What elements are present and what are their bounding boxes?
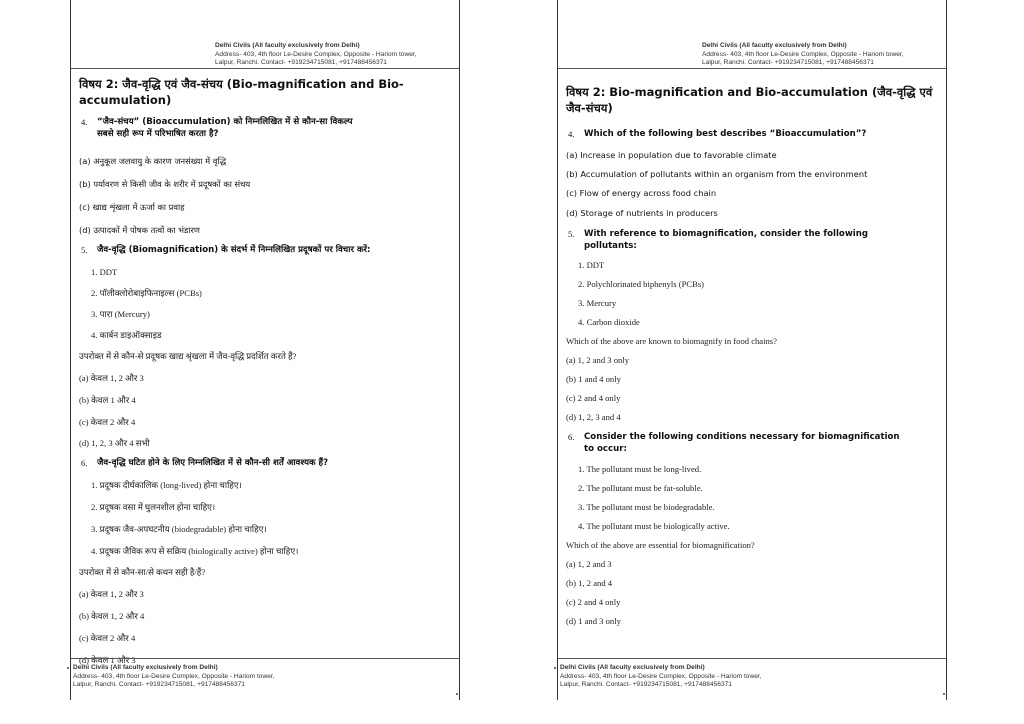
footer-line2: Address- 403, 4th floor Le-Desire Complex, Opposite - Hariom tower, bbox=[560, 672, 762, 680]
option-a: (a) Increase in population due to favorable climate bbox=[566, 150, 777, 160]
option-b: (b) Accumulation of pollutants within an organism from the environment bbox=[566, 169, 868, 179]
list-item: 3. पारा (Mercury) bbox=[91, 309, 150, 319]
page-content bbox=[79, 76, 453, 665]
option-b: (b) 1, 2 and 4 bbox=[566, 578, 613, 588]
option-a: (a) केवल 1, 2 और 3 bbox=[79, 373, 144, 383]
header-line1: Delhi Civils (All faculty exclusively from Delhi) bbox=[702, 42, 847, 49]
edge-mark bbox=[456, 693, 458, 695]
question-text-line2: pollutants: bbox=[584, 241, 637, 251]
option-d: (d) 1 and 3 only bbox=[566, 616, 621, 626]
option-c: (c) केवल 2 और 4 bbox=[79, 633, 136, 643]
option-a: (a) केवल 1, 2 और 3 bbox=[79, 589, 144, 599]
option-b: (b) केवल 1 और 4 bbox=[79, 395, 136, 405]
question-number: 4. bbox=[568, 129, 575, 139]
option-d: (d) केवल 1 और 3 bbox=[79, 655, 136, 665]
option-b: (b) पर्यावरण से किसी जीव के शरीर में प्रदूषकों का संचय bbox=[79, 179, 251, 189]
question-text: जैव-वृद्धि घटित होने के लिए निम्नलिखित में से कौन-सी शर्तें आवश्यक हैं? bbox=[97, 458, 329, 468]
header-line3: Lalpur, Ranchi. Contact- +919234715081, +917488456371 bbox=[702, 59, 874, 66]
footer-line3: Lalpur, Ranchi. Contact- +919234715081, +917488456371 bbox=[560, 681, 732, 688]
question-text-line2: to occur: bbox=[584, 444, 627, 454]
page-header bbox=[702, 42, 904, 68]
question-5 bbox=[566, 228, 868, 252]
edge-mark bbox=[67, 667, 69, 669]
footer-line1: Delhi Civils (All faculty exclusively from Delhi) bbox=[73, 664, 218, 671]
footer-divider bbox=[71, 658, 459, 659]
question-text: Which of the following best describes “Bioaccumulation”? bbox=[584, 129, 867, 139]
header-line2: Address- 403, 4th floor Le-Desire Complex, Opposite - Hariom tower, bbox=[215, 50, 417, 58]
footer-line2: Address- 403, 4th floor Le-Desire Complex, Opposite - Hariom tower, bbox=[73, 672, 275, 680]
question-stem: उपरोक्त में से कौन-से प्रदूषक खाद्य श्रृंखला में जैव-वृद्धि प्रदर्शित करते हैं? bbox=[79, 351, 297, 361]
question-number: 5. bbox=[568, 229, 575, 239]
question-6 bbox=[79, 457, 328, 469]
option-a: (a) 1, 2 and 3 only bbox=[566, 355, 630, 365]
page-footer bbox=[73, 664, 275, 690]
list-item: 1. DDT bbox=[578, 260, 605, 270]
list-item: 4. कार्बन डाइऑक्साइड bbox=[91, 330, 162, 340]
header-line1: Delhi Civils (All faculty exclusively from Delhi) bbox=[215, 42, 360, 49]
question-5 bbox=[79, 244, 371, 256]
page-footer bbox=[560, 664, 762, 690]
option-a: (a) 1, 2 and 3 bbox=[566, 559, 612, 569]
option-c: (c) 2 and 4 only bbox=[566, 597, 621, 607]
list-item: 3. The pollutant must be biodegradable. bbox=[578, 502, 715, 512]
question-text-line2: सबसे सही रूप में परिभाषित करता है? bbox=[97, 129, 219, 139]
page-header bbox=[215, 42, 417, 68]
list-item: 4. Carbon dioxide bbox=[578, 317, 640, 327]
option-c: (c) 2 and 4 only bbox=[566, 393, 621, 403]
edge-mark bbox=[943, 693, 945, 695]
list-item: 2. पॉलीक्लोरोबाइफिनाइल्स (PCBs) bbox=[91, 288, 202, 298]
footer-line1: Delhi Civils (All faculty exclusively from Delhi) bbox=[560, 664, 705, 671]
list-item: 4. The pollutant must be biologically active. bbox=[578, 521, 730, 531]
topic-title-line2: जैव-संचय) bbox=[566, 101, 613, 115]
topic-title-line1: विषय 2: जैव-वृद्धि एवं जैव-संचय (Bio-magnification and Bio- bbox=[79, 77, 404, 91]
topic-title bbox=[566, 84, 940, 116]
list-item: 3. प्रदूषक जैव-अपघटनीय (biodegradable) होना चाहिए। bbox=[91, 524, 267, 534]
list-item: 1. The pollutant must be long-lived. bbox=[578, 464, 702, 474]
header-line2: Address- 403, 4th floor Le-Desire Complex, Opposite - Hariom tower, bbox=[702, 50, 904, 58]
page-content bbox=[566, 84, 940, 626]
question-number: 5. bbox=[81, 245, 88, 255]
list-item: 1. प्रदूषक दीर्घकालिक (long-lived) होना चाहिए। bbox=[91, 480, 242, 490]
header-line3: Lalpur, Ranchi. Contact- +919234715081, +917488456371 bbox=[215, 59, 387, 66]
right-page bbox=[557, 0, 947, 700]
footer-divider bbox=[558, 658, 946, 659]
question-number: 6. bbox=[81, 458, 88, 468]
option-b: (b) केवल 1, 2 और 4 bbox=[79, 611, 145, 621]
footer-line3: Lalpur, Ranchi. Contact- +919234715081, +917488456371 bbox=[73, 681, 245, 688]
question-stem: उपरोक्त में से कौन-सा/से कथन सही है/हैं? bbox=[79, 567, 206, 577]
option-c: (c) केवल 2 और 4 bbox=[79, 417, 136, 427]
question-number: 6. bbox=[568, 432, 575, 442]
edge-mark bbox=[554, 667, 556, 669]
option-b: (b) 1 and 4 only bbox=[566, 374, 621, 384]
option-a: (a) अनुकूल जलवायु के कारण जनसंख्या में वृद्धि bbox=[79, 156, 227, 166]
header-divider bbox=[558, 68, 946, 69]
option-d: (d) Storage of nutrients in producers bbox=[566, 208, 718, 218]
option-d: (d) 1, 2, 3 और 4 सभी bbox=[79, 438, 150, 448]
list-item: 2. The pollutant must be fat-soluble. bbox=[578, 483, 703, 493]
option-d: (d) उत्पादकों में पोषक तत्वों का भंडारण bbox=[79, 225, 200, 235]
topic-title-line2: accumulation) bbox=[79, 93, 172, 107]
question-stem: Which of the above are essential for biomagnification? bbox=[566, 540, 755, 550]
question-text: जैव-वृद्धि (Biomagnification) के संदर्भ में निम्नलिखित प्रदूषकों पर विचार करें: bbox=[97, 245, 371, 255]
header-divider bbox=[71, 68, 459, 69]
list-item: 3. Mercury bbox=[578, 298, 617, 308]
left-page bbox=[70, 0, 460, 700]
list-item: 2. Polychlorinated biphenyls (PCBs) bbox=[578, 279, 705, 289]
question-text-line1: With reference to biomagnification, consider the following bbox=[584, 229, 868, 239]
topic-title-line1: विषय 2: Bio-magnification and Bio-accumulation (जैव-वृद्धि एवं bbox=[566, 85, 933, 99]
option-c: (c) Flow of energy across food chain bbox=[566, 188, 717, 198]
question-4 bbox=[79, 116, 352, 140]
option-d: (d) 1, 2, 3 and 4 bbox=[566, 412, 621, 422]
question-text-line1: “जैव-संचय” (Bioaccumulation) को निम्नलिखित में से कौन-सा विकल्प bbox=[97, 117, 353, 127]
question-number: 4. bbox=[81, 117, 88, 127]
list-item: 4. प्रदूषक जैविक रूप से सक्रिय (biologically active) होना चाहिए। bbox=[91, 546, 299, 556]
question-stem: Which of the above are known to biomagnify in food chains? bbox=[566, 336, 777, 346]
question-6 bbox=[566, 431, 900, 455]
question-text-line1: Consider the following conditions necessary for biomagnification bbox=[584, 432, 900, 442]
topic-title bbox=[79, 76, 453, 108]
list-item: 2. प्रदूषक वसा में घुलनशील होना चाहिए। bbox=[91, 502, 216, 512]
list-item: 1. DDT bbox=[91, 267, 118, 277]
question-4 bbox=[566, 128, 866, 140]
option-c: (c) खाद्य शृंखला में ऊर्जा का प्रवाह bbox=[79, 202, 185, 212]
